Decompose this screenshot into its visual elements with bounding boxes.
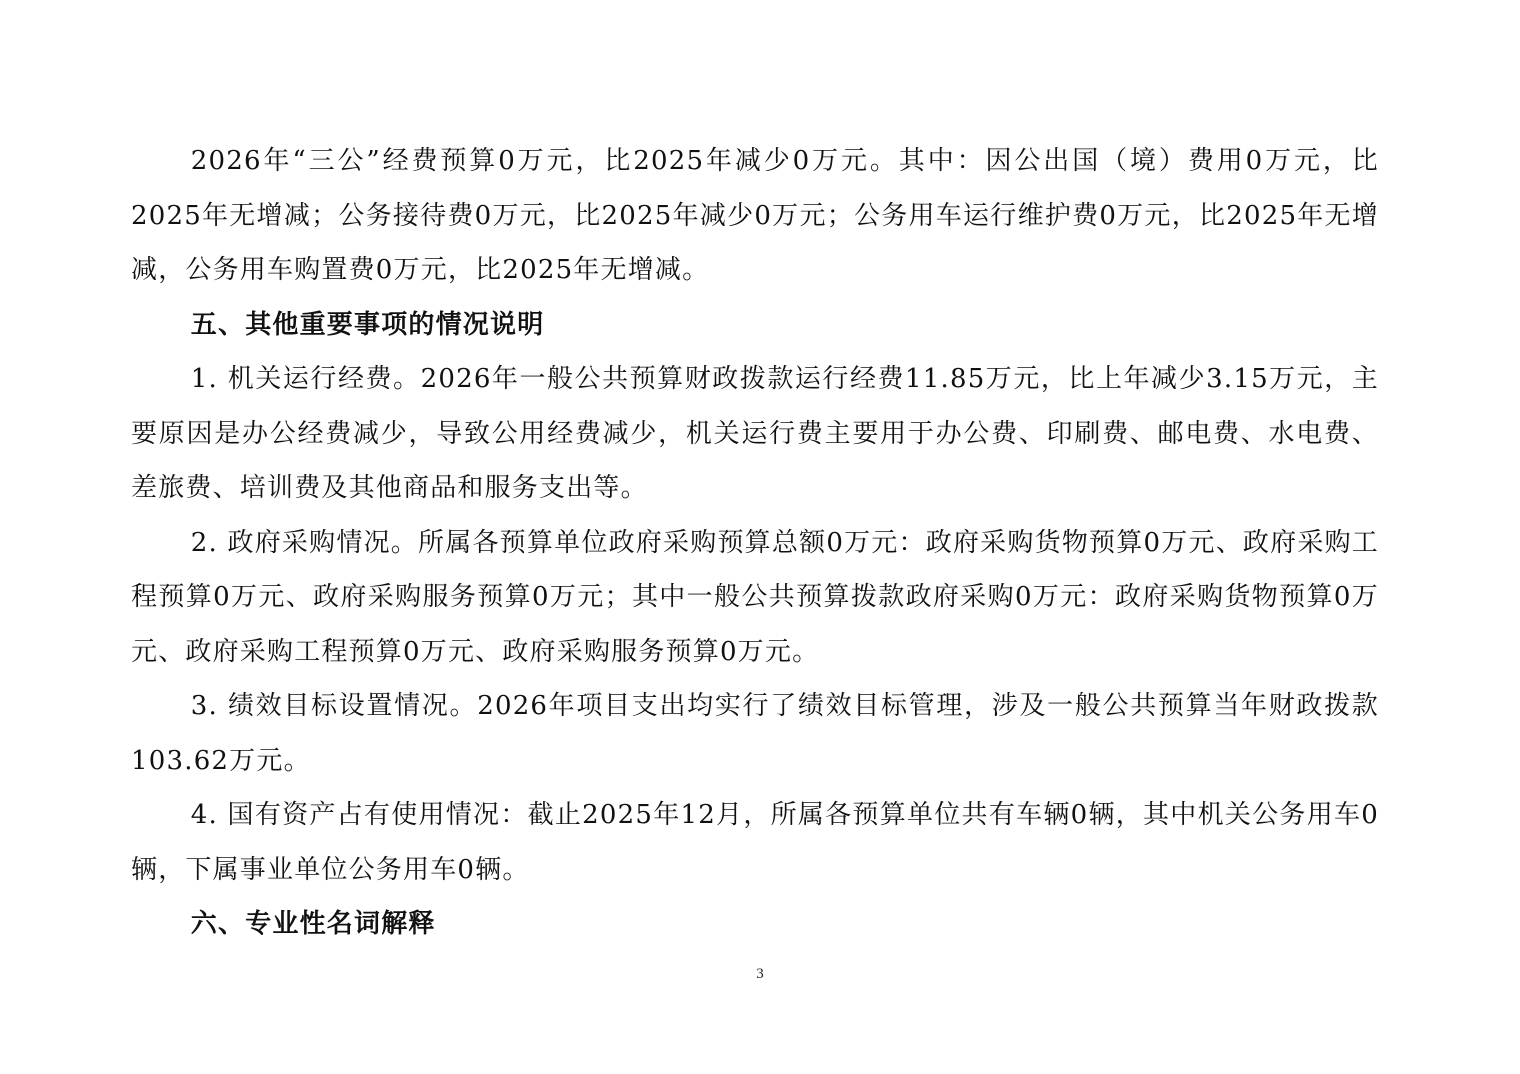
document-body (131, 134, 1379, 952)
paragraph-state-assets: 4. 国有资产占有使用情况：截止2025年12月，所属各预算单位共有车辆0辆，其中机关公务用车0辆，下属事业单位公务用车0辆。 (131, 800, 1379, 885)
paragraph-operating-expenses: 1. 机关运行经费。2026年一般公共预算财政拨款运行经费11.85万元，比上年减少3.15万元，主要原因是办公经费减少，导致公用经费减少，机关运行费主要用于办公费、印刷费、邮电费、水电费、差旅费、培训费及其他商品和服务支出等。 (131, 364, 1379, 503)
page-number: 3 (756, 966, 764, 982)
paragraph-performance-targets: 3. 绩效目标设置情况。2026年项目支出均实行了绩效目标管理，涉及一般公共预算当年财政拨款103.62万元。 (131, 691, 1379, 776)
section-heading-other-matters: 五、其他重要事项的情况说明 (190, 309, 545, 340)
section-heading-terminology: 六、专业性名词解释 (190, 909, 436, 939)
paragraph-government-procurement: 2. 政府采购情况。所属各预算单位政府采购预算总额0万元：政府采购货物预算0万元、政府采购工程预算0万元、政府采购服务预算0万元；其中一般公共预算拨款政府采购0万元：政府采购货物预算0万元、政府采购工程预算0万元、政府采购服务预算0万元。 (131, 527, 1379, 667)
paragraph-sangong-budget: 2026年“三公”经费预算0万元，比2025年减少0万元。其中：因公出国（境）费用0万元，比2025年无增减；公务接待费0万元，比2025年减少0万元；公务用车运行维护费0万元，比2025年无增减，公务用车购置费0万元，比2025年无增减。 (131, 146, 1379, 285)
